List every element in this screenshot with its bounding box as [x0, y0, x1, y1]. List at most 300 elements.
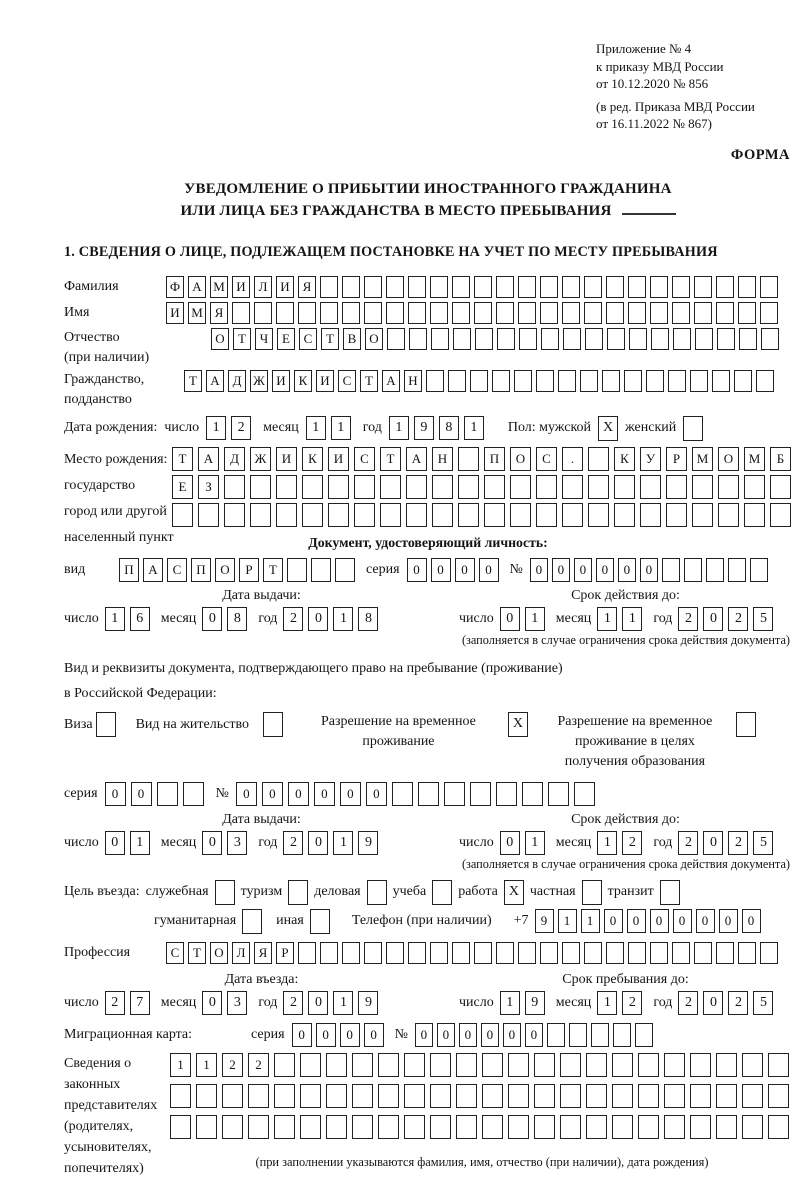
char-cell	[518, 276, 536, 298]
hdr-line-3: от 10.12.2020 № 856	[596, 76, 709, 91]
char-cell: С	[338, 370, 356, 392]
char-cell	[540, 276, 558, 298]
number-label: №	[215, 785, 229, 801]
identity-issue-col	[64, 588, 459, 631]
char-cell	[650, 942, 668, 964]
char-cell	[744, 475, 765, 499]
char-cell: 3	[227, 831, 247, 855]
char-cell	[519, 328, 537, 350]
char-cell	[666, 503, 687, 527]
issue-title: Дата выдачи:	[222, 587, 301, 603]
char-cell	[560, 1084, 581, 1108]
char-cell	[497, 328, 515, 350]
char-cell	[628, 302, 646, 324]
char-cell	[690, 1084, 711, 1108]
char-cell	[274, 1053, 295, 1077]
char-cell: 0	[292, 1023, 312, 1047]
stay-until-col	[459, 972, 792, 1015]
char-cell	[694, 276, 712, 298]
char-cell: 2	[283, 607, 303, 631]
month-label: месяц	[263, 420, 299, 435]
legal-reps-row3-cells	[170, 1115, 794, 1139]
char-cell	[452, 276, 470, 298]
char-cell: Н	[432, 447, 453, 471]
char-cell	[496, 942, 514, 964]
char-cell: Е	[172, 475, 193, 499]
purpose-other-label: иная	[276, 913, 304, 928]
char-cell	[739, 328, 757, 350]
char-cell	[612, 1115, 633, 1139]
char-cell: М	[188, 302, 206, 324]
profession-row	[64, 942, 792, 964]
char-cell: 1	[206, 416, 226, 440]
char-cell	[761, 328, 779, 350]
option-visa-label: Виза	[64, 716, 93, 732]
series-label: серия	[251, 1026, 285, 1042]
char-cell: Я	[254, 942, 272, 964]
char-cell	[742, 1084, 763, 1108]
char-cell	[588, 475, 609, 499]
char-cell: 2	[105, 991, 125, 1015]
char-cell: П	[484, 447, 505, 471]
char-cell: К	[614, 447, 635, 471]
char-cell: И	[166, 302, 184, 324]
char-cell	[431, 328, 449, 350]
char-cell: 0	[105, 831, 125, 855]
option-temp-residence-education-label: Разрешение на временное проживание в целях получения образования	[557, 713, 713, 769]
option-temp-residence	[297, 712, 528, 752]
char-cell: А	[382, 370, 400, 392]
char-cell	[638, 1115, 659, 1139]
char-cell	[562, 302, 580, 324]
char-cell: 0	[459, 1023, 477, 1047]
char-cell	[320, 942, 338, 964]
char-cell: 1	[581, 909, 600, 933]
char-cell: 2	[728, 991, 748, 1015]
patronymic-label	[64, 328, 204, 368]
char-cell: А	[188, 276, 206, 298]
char-cell: 0	[308, 831, 328, 855]
char-cell: 0	[407, 558, 427, 582]
char-cell: 0	[650, 909, 669, 933]
char-cell	[706, 558, 724, 582]
char-cell	[690, 370, 708, 392]
identity-doc-heading: Документ, удостоверяющий личность:	[308, 534, 548, 550]
char-cell: 1	[333, 831, 353, 855]
char-cell	[540, 302, 558, 324]
char-cell: 0	[640, 558, 658, 582]
char-cell	[585, 328, 603, 350]
char-cell	[750, 558, 768, 582]
char-cell	[664, 1053, 685, 1077]
doc-type-cells	[119, 558, 359, 582]
char-cell	[456, 1084, 477, 1108]
purpose-business-label: деловая	[314, 884, 361, 899]
issue-fields	[64, 607, 459, 631]
char-cell	[614, 475, 635, 499]
purpose-tourism-label: туризм	[240, 884, 283, 899]
birth-year-cells	[389, 416, 489, 440]
identity-expiry-note: (заполняется в случае ограничения срока действия документа)	[461, 632, 790, 647]
char-cell	[248, 1084, 269, 1108]
char-cell: 0	[500, 831, 520, 855]
char-cell: Р	[276, 942, 294, 964]
char-cell	[562, 942, 580, 964]
char-cell	[734, 370, 752, 392]
char-cell: 1	[331, 416, 351, 440]
migration-number-cells	[415, 1023, 657, 1047]
series-label: серия	[366, 561, 400, 577]
stay-until-fields	[459, 991, 792, 1015]
char-cell	[474, 302, 492, 324]
residence-issue-col	[64, 812, 459, 855]
char-cell	[718, 475, 739, 499]
expiry-title: Срок действия до:	[571, 587, 680, 603]
form-title-line2-wrap	[64, 200, 792, 222]
residence-options-row	[64, 712, 792, 772]
char-cell: .	[562, 447, 583, 471]
form-title-line2: ИЛИ ЛИЦА БЕЗ ГРАЖДАНСТВА В МЕСТО ПРЕБЫВАНИЯ	[180, 202, 612, 219]
char-cell	[666, 475, 687, 499]
char-cell: 0	[415, 1023, 433, 1047]
expiry-year-cells	[678, 607, 778, 631]
char-cell: Л	[232, 942, 250, 964]
stay-year-cells	[678, 991, 778, 1015]
char-cell	[591, 1023, 609, 1047]
char-cell: Д	[224, 447, 245, 471]
char-cell	[276, 503, 297, 527]
char-cell: А	[406, 447, 427, 471]
year-label: год	[362, 420, 382, 435]
sex-male-label: Пол: мужской	[507, 420, 592, 435]
char-cell	[673, 328, 691, 350]
char-cell	[404, 1115, 425, 1139]
year-label: год	[258, 610, 278, 626]
char-cell	[354, 503, 375, 527]
month-label: месяц	[160, 610, 197, 626]
char-cell	[448, 370, 466, 392]
char-cell: Р	[239, 558, 259, 582]
char-cell	[196, 1084, 217, 1108]
char-cell	[640, 503, 661, 527]
form-title	[64, 178, 792, 222]
char-cell	[664, 1084, 685, 1108]
char-cell: 7	[130, 991, 150, 1015]
char-cell	[650, 302, 668, 324]
doc-number-cells	[530, 558, 772, 582]
char-cell: 0	[105, 782, 126, 806]
char-cell	[380, 503, 401, 527]
day-label: число	[64, 610, 99, 626]
year-label: год	[653, 834, 673, 850]
char-cell	[452, 302, 470, 324]
char-cell	[651, 328, 669, 350]
char-cell	[716, 302, 734, 324]
expiry-month-cells	[597, 831, 647, 855]
char-cell: Т	[360, 370, 378, 392]
char-cell	[198, 503, 219, 527]
char-cell	[404, 1084, 425, 1108]
day-label: число	[64, 834, 99, 850]
name-cells	[166, 302, 782, 324]
phone-cells	[535, 909, 765, 933]
char-cell: Ч	[255, 328, 273, 350]
char-cell	[232, 302, 250, 324]
char-cell	[302, 503, 323, 527]
legal-reps-cells	[170, 1053, 794, 1170]
char-cell	[635, 1023, 653, 1047]
char-cell: 5	[753, 607, 773, 631]
char-cell	[274, 1115, 295, 1139]
char-cell: Т	[321, 328, 339, 350]
char-cell: 0	[719, 909, 738, 933]
profession-label: Профессия	[64, 944, 131, 960]
birth-place-row2-cells	[172, 475, 796, 499]
char-cell	[409, 328, 427, 350]
char-cell	[408, 942, 426, 964]
residence-doc-series-row	[64, 782, 792, 806]
char-cell	[650, 276, 668, 298]
patronymic-label-line2: (при наличии)	[64, 349, 150, 365]
char-cell	[432, 475, 453, 499]
char-cell: 0	[479, 558, 499, 582]
char-cell	[508, 1053, 529, 1077]
char-cell	[522, 782, 543, 806]
char-cell: Т	[172, 447, 193, 471]
issue-title: Дата выдачи:	[222, 811, 301, 827]
expiry-month-cells	[597, 607, 647, 631]
char-cell: Б	[770, 447, 791, 471]
char-cell	[406, 475, 427, 499]
birth-date-label: Дата рождения:	[64, 420, 158, 435]
char-cell: 0	[742, 909, 761, 933]
char-cell	[612, 1084, 633, 1108]
char-cell	[496, 302, 514, 324]
char-cell: Р	[666, 447, 687, 471]
patronymic-label-line1: Отчество	[64, 329, 120, 345]
phone-prefix: +7	[513, 913, 529, 928]
char-cell: 0	[481, 1023, 499, 1047]
char-cell	[624, 370, 642, 392]
char-cell	[629, 328, 647, 350]
char-cell: 0	[431, 558, 451, 582]
char-cell: Т	[184, 370, 202, 392]
char-cell	[760, 942, 778, 964]
hdr-line-5: от 16.11.2022 № 867)	[596, 116, 713, 131]
char-cell: О	[211, 328, 229, 350]
birth-place-row1-cells	[172, 447, 796, 471]
doc-series-cells	[407, 558, 503, 582]
birth-place-cells	[172, 447, 796, 527]
char-cell	[386, 942, 404, 964]
char-cell	[770, 503, 791, 527]
day-label: число	[459, 834, 494, 850]
purpose-transit-checkbox	[660, 880, 680, 905]
char-cell	[496, 276, 514, 298]
char-cell	[224, 503, 245, 527]
char-cell	[426, 370, 444, 392]
char-cell: 0	[525, 1023, 543, 1047]
char-cell: И	[232, 276, 250, 298]
char-cell	[352, 1053, 373, 1077]
purpose-humanitarian-checkbox	[242, 909, 262, 934]
month-label: месяц	[160, 994, 197, 1010]
name-row	[64, 302, 792, 324]
char-cell: 1	[622, 607, 642, 631]
char-cell	[536, 503, 557, 527]
char-cell	[320, 302, 338, 324]
purpose-label: Цель въезда:	[64, 884, 140, 899]
char-cell: 2	[678, 607, 698, 631]
char-cell	[768, 1053, 789, 1077]
entry-date-title: Дата въезда:	[224, 971, 299, 987]
char-cell: М	[210, 276, 228, 298]
char-cell: Ж	[250, 447, 271, 471]
char-cell	[534, 1053, 555, 1077]
char-cell: П	[191, 558, 211, 582]
migration-card-row	[64, 1023, 792, 1047]
char-cell	[444, 782, 465, 806]
char-cell	[183, 782, 204, 806]
char-cell: 2	[728, 607, 748, 631]
char-cell	[328, 475, 349, 499]
char-cell	[664, 1115, 685, 1139]
purpose-business-checkbox	[367, 880, 387, 905]
day-label: число	[64, 994, 99, 1010]
name-label: Имя	[64, 304, 90, 320]
char-cell: 1	[500, 991, 520, 1015]
char-cell	[602, 370, 620, 392]
char-cell	[342, 942, 360, 964]
issue-month-cells	[202, 831, 252, 855]
char-cell: 0	[340, 1023, 360, 1047]
char-cell: Т	[188, 942, 206, 964]
expiry-title: Срок действия до:	[571, 811, 680, 827]
char-cell: С	[166, 942, 184, 964]
char-cell: 1	[525, 607, 545, 631]
profession-cells	[166, 942, 782, 964]
entry-month-cells	[202, 991, 252, 1015]
char-cell: О	[718, 447, 739, 471]
char-cell	[302, 475, 323, 499]
char-cell	[298, 302, 316, 324]
char-cell: 0	[574, 558, 592, 582]
legal-reps-row2-cells	[170, 1084, 794, 1108]
char-cell	[770, 475, 791, 499]
purpose-row1	[64, 880, 792, 905]
char-cell	[430, 1084, 451, 1108]
char-cell: Ф	[166, 276, 184, 298]
char-cell	[482, 1115, 503, 1139]
char-cell	[408, 302, 426, 324]
char-cell: 0	[596, 558, 614, 582]
birth-place-label-line2: государство	[64, 477, 136, 493]
char-cell	[170, 1115, 191, 1139]
char-cell	[588, 447, 609, 471]
char-cell	[496, 782, 517, 806]
char-cell: Т	[380, 447, 401, 471]
char-cell: О	[210, 942, 228, 964]
char-cell: 0	[703, 831, 723, 855]
char-cell: Я	[298, 276, 316, 298]
char-cell	[768, 1115, 789, 1139]
char-cell	[638, 1084, 659, 1108]
char-cell	[586, 1115, 607, 1139]
char-cell	[614, 503, 635, 527]
residence-number-cells	[236, 782, 600, 806]
char-cell: 0	[503, 1023, 521, 1047]
issue-year-cells	[283, 607, 383, 631]
char-cell: 2	[678, 831, 698, 855]
char-cell	[694, 302, 712, 324]
month-label: месяц	[555, 834, 592, 850]
char-cell	[684, 558, 702, 582]
char-cell: 1	[306, 416, 326, 440]
forma-label: ФОРМА	[730, 146, 790, 163]
residence-permit-checkbox	[263, 712, 283, 737]
char-cell	[418, 782, 439, 806]
char-cell	[458, 447, 479, 471]
stay-day-cells	[500, 991, 550, 1015]
option-temp-residence-label: Разрешение на временное проживание	[320, 713, 476, 749]
char-cell: Ж	[250, 370, 268, 392]
identity-doc-dates	[64, 588, 792, 631]
residence-expiry-col	[459, 812, 792, 855]
char-cell: М	[744, 447, 765, 471]
year-label: год	[258, 834, 278, 850]
entry-date-fields	[64, 991, 459, 1015]
purpose-official-checkbox	[215, 880, 235, 905]
hdr-line-2: к приказу МВД России	[596, 58, 724, 74]
char-cell: А	[206, 370, 224, 392]
char-cell	[716, 1115, 737, 1139]
char-cell	[386, 302, 404, 324]
char-cell: С	[167, 558, 187, 582]
entry-year-cells	[283, 991, 383, 1015]
char-cell	[300, 1115, 321, 1139]
char-cell	[534, 1115, 555, 1139]
char-cell: О	[215, 558, 235, 582]
char-cell	[326, 1053, 347, 1077]
char-cell	[250, 503, 271, 527]
char-cell	[378, 1053, 399, 1077]
char-cell	[458, 503, 479, 527]
char-cell	[692, 475, 713, 499]
char-cell: 0	[131, 782, 152, 806]
char-cell	[482, 1084, 503, 1108]
purpose-private-checkbox	[582, 880, 602, 905]
char-cell: О	[510, 447, 531, 471]
char-cell	[326, 1084, 347, 1108]
stay-until-title: Срок пребывания до:	[562, 971, 689, 987]
char-cell	[628, 942, 646, 964]
purpose-transit-label: транзит	[607, 884, 654, 899]
char-cell: 0	[604, 909, 623, 933]
char-cell	[452, 942, 470, 964]
char-cell	[430, 276, 448, 298]
char-cell: 0	[530, 558, 548, 582]
char-cell	[222, 1084, 243, 1108]
char-cell	[558, 370, 576, 392]
char-cell	[300, 1053, 321, 1077]
blank-underline	[622, 202, 676, 215]
char-cell: 0	[455, 558, 475, 582]
char-cell	[738, 302, 756, 324]
char-cell: 1	[196, 1053, 217, 1077]
char-cell	[716, 276, 734, 298]
char-cell	[453, 328, 471, 350]
char-cell: 1	[525, 831, 545, 855]
